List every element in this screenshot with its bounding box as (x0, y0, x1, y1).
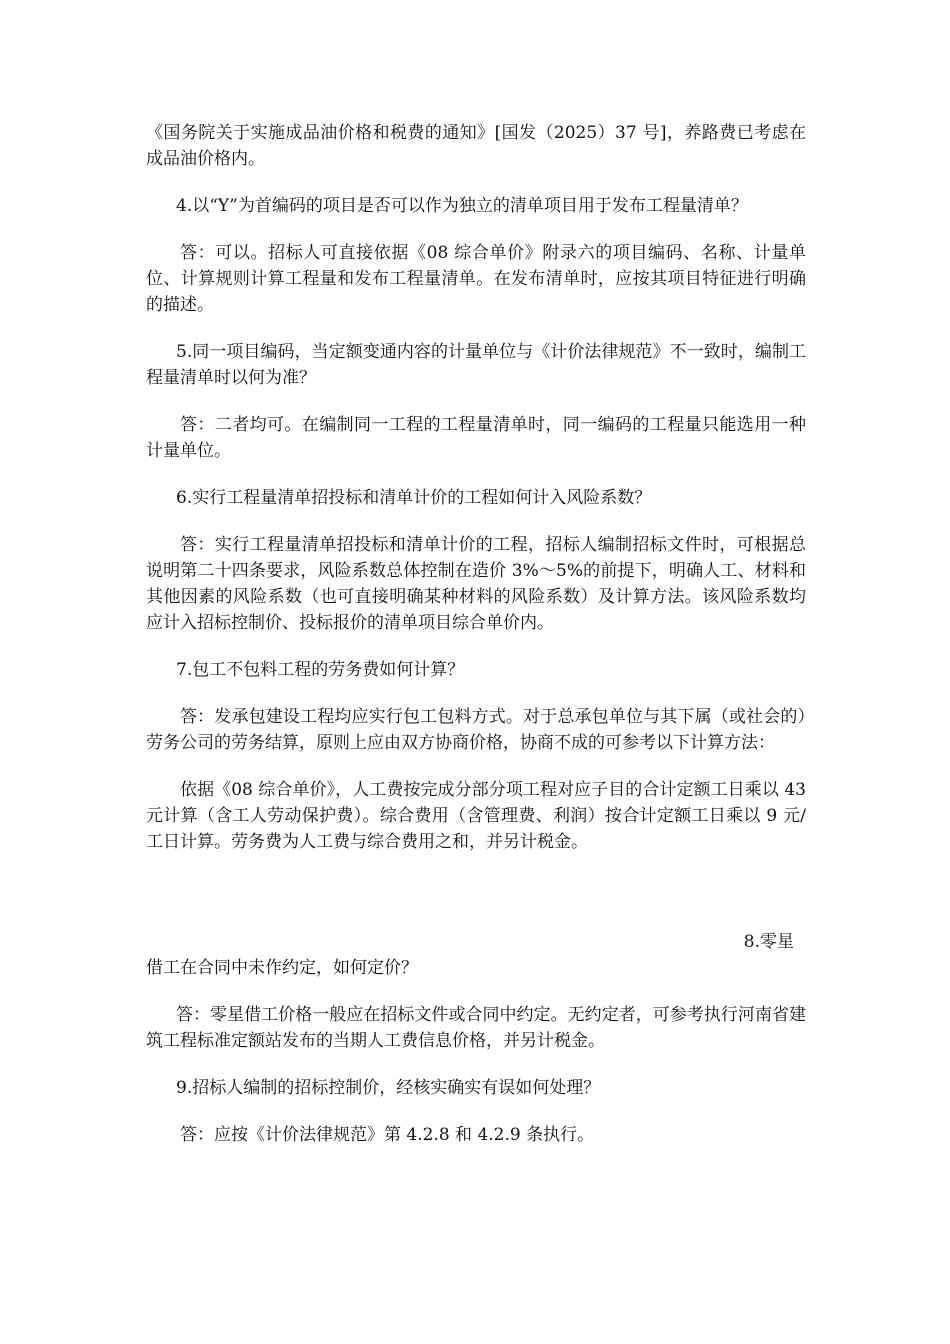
answer-9: 答：应按《计价法律规范》第 4.2.8 和 4.2.9 条执行。 (180, 1125, 595, 1145)
question-4: 4.以“Y”为首编码的项目是否可以作为独立的清单项目用于发布工程量清单？ (176, 196, 748, 216)
question-6: 6.实行工程量清单招投标和清单计价的工程如何计入风险系数？ (176, 488, 652, 508)
answer-8: 答：零星借工价格一般应在招标文件或合同中约定。无约定者，可参考执行河南省建筑工程标准定额站发布的当期人工费信息价格，并另计税金。 (146, 1005, 806, 1051)
document-page (146, 120, 806, 1148)
question-7: 7.包工不包料工程的劳务费如何计算？ (176, 660, 465, 680)
paragraph-intro: 《国务院关于实施成品油价格和税费的通知》[国发（2025）37 号]，养路费已考虑在成品油价格内。 (146, 123, 806, 169)
question-8-rest: 借工在合同中未作约定，如何定价？ (146, 958, 418, 978)
answer-5: 答：二者均可。在编制同一工程的工程量清单时，同一编码的工程量只能选用一种计量单位。 (146, 415, 806, 461)
question-9: 9.招标人编制的招标控制价，经核实确实有误如何处理？ (176, 1078, 601, 1098)
answer-7-method: 依据《08 综合单价》，人工费按完成分部分项工程对应子目的合计定额工日乘以 43 元计算（含工人劳动保护费）。综合费用（含管理费、利润）按合计定额工日乘以 9 元/工日计算。劳务费为人工费与综合费用之和，并另计税金。 (146, 780, 806, 852)
question-5: 5.同一项目编码，当定额变通内容的计量单位与《计价法律规范》不一致时，编制工程量清单时以何为准？ (146, 342, 806, 388)
answer-7: 答：发承包建设工程均应实行包工包料方式。对于总承包单位与其下属（或社会的）劳务公司的劳务结算，原则上应由双方协商价格，协商不成的可参考以下计算方法： (146, 707, 806, 753)
question-8-start: 8.零星 (743, 932, 794, 952)
answer-6: 答：实行工程量清单招投标和清单计价的工程，招标人编制招标文件时，可根据总说明第二十四条要求，风险系数总体控制在造价 3%～5%的前提下，明确人工、材料和其他因素的风险系数（也可直接明确某种材料的风险系数）及计算方法。该风险系数均应计入招标控制价、投标报价的清单项目综合单价内。 (146, 535, 806, 633)
answer-4: 答：可以。招标人可直接依据《08 综合单价》附录六的项目编码、名称、计量单位、计算规则计算工程量和发布工程量清单。在发布清单时，应按其项目特征进行明确的描述。 (146, 243, 806, 315)
